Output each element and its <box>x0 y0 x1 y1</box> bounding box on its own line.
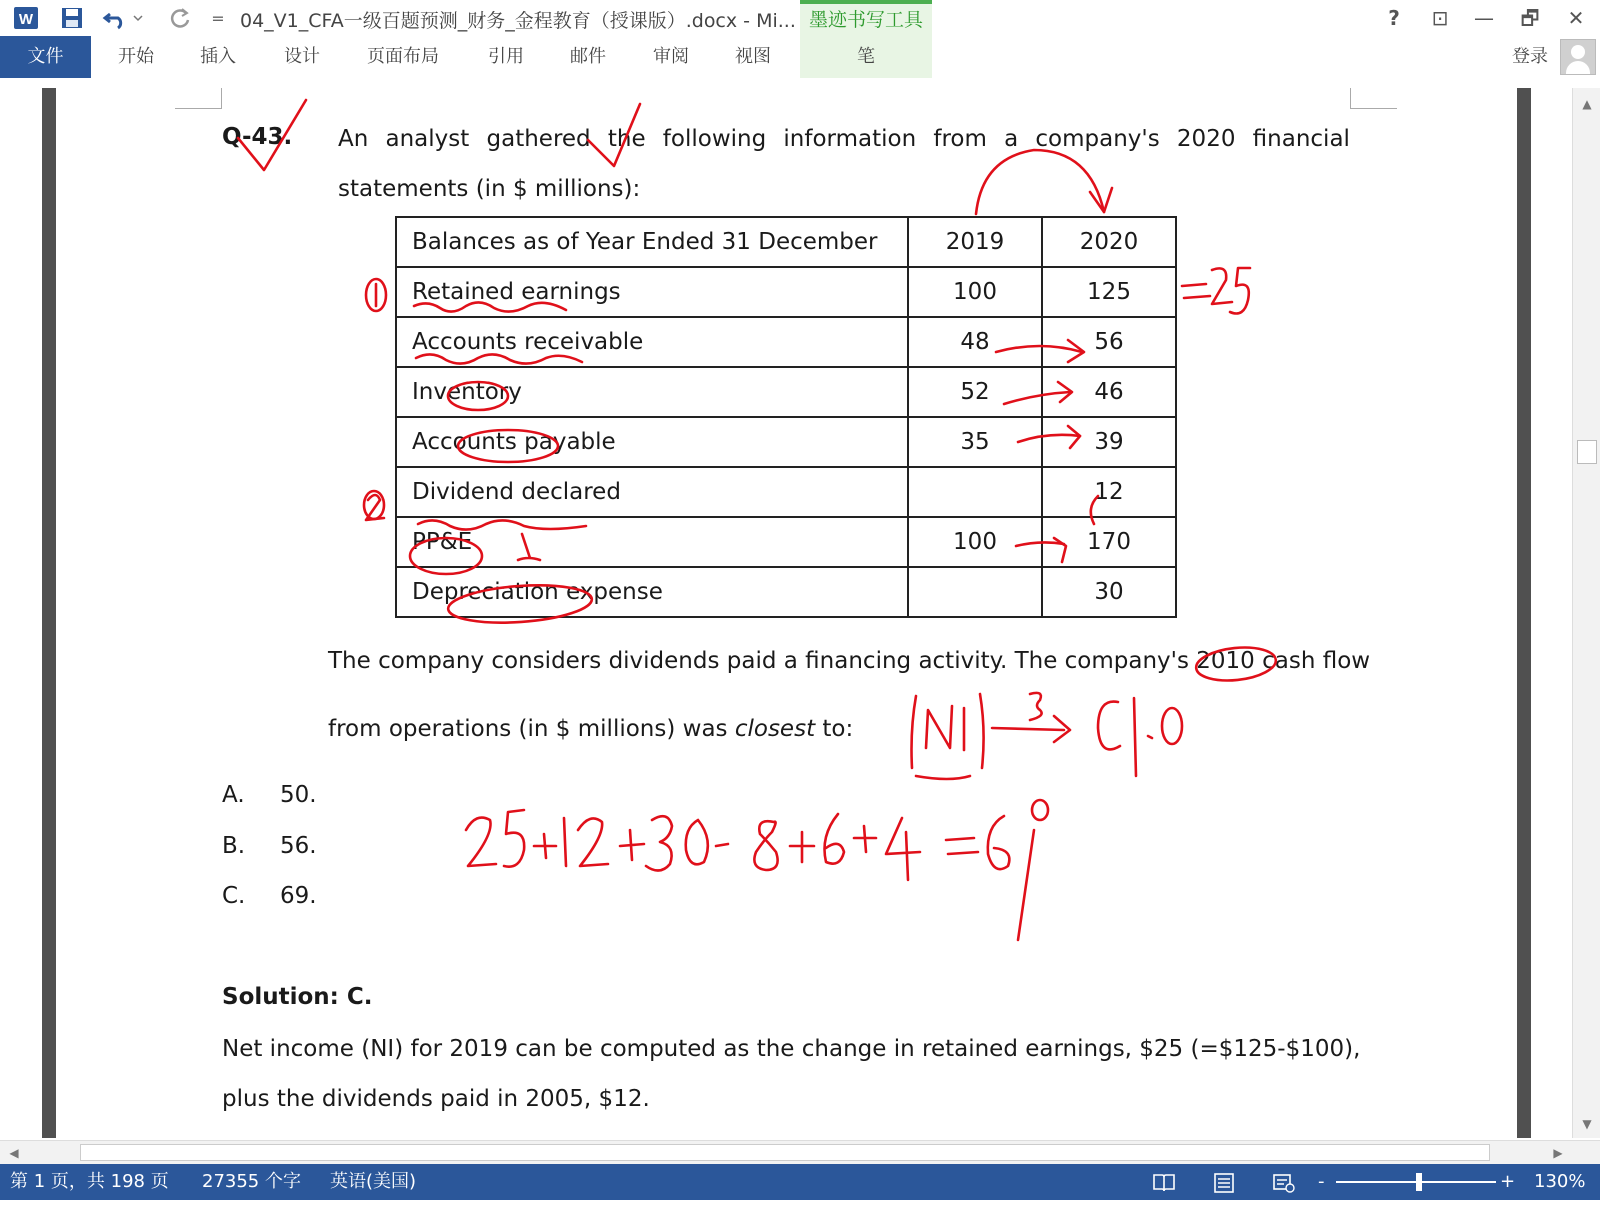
status-bar <box>0 1164 1600 1200</box>
svg-text:W: W <box>18 11 34 28</box>
avatar[interactable] <box>1560 39 1596 75</box>
row-label: Inventory <box>396 367 908 417</box>
para-text: to: <box>815 716 854 742</box>
zoom-level[interactable]: 130% <box>1534 1171 1586 1192</box>
row-value-2019 <box>908 467 1042 517</box>
row-value-2020: 30 <box>1042 567 1176 617</box>
table-row <box>396 267 1176 317</box>
document-title: 04_V1_CFA一级百题预测_财务_金程教育（授课版）.docx - Mi... <box>240 10 796 32</box>
table-header-cell: 2020 <box>1042 217 1176 267</box>
question-word: 2020 <box>1176 126 1236 152</box>
vertical-scroll-thumb[interactable] <box>1577 440 1597 464</box>
scroll-down-icon[interactable]: ▼ <box>1582 1117 1592 1131</box>
table-row <box>396 417 1176 467</box>
row-value-2020: 125 <box>1042 267 1176 317</box>
question-word: company's <box>1035 126 1160 152</box>
option-value: 56. <box>280 833 317 859</box>
question-word: from <box>933 126 987 152</box>
table-row <box>396 317 1176 367</box>
question-paragraph-line-1: The company considers dividends paid a financing activity. The company's 2010 cash flow <box>328 648 1371 674</box>
ribbon-tabs <box>0 36 1600 79</box>
tab-review[interactable]: 审阅 <box>653 46 689 67</box>
row-value-2019 <box>908 567 1042 617</box>
question-word: analyst <box>385 126 470 152</box>
zoom-slider-thumb[interactable] <box>1416 1173 1422 1191</box>
question-word: information <box>783 126 917 152</box>
row-label: Depreciation expense <box>396 567 908 617</box>
question-word: gathered <box>486 126 591 152</box>
vertical-scrollbar[interactable] <box>1572 88 1600 1138</box>
row-value-2019: 35 <box>908 417 1042 467</box>
horizontal-scroll-thumb[interactable] <box>80 1144 1490 1161</box>
solution-line-2: plus the dividends paid in 2005, $12. <box>222 1086 650 1112</box>
question-line-1 <box>338 126 1350 152</box>
row-label: Accounts receivable <box>396 317 908 367</box>
row-label: Retained earnings <box>396 267 908 317</box>
question-word: An <box>338 126 369 152</box>
table-row <box>396 367 1176 417</box>
redo-icon[interactable] <box>164 4 196 32</box>
question-word: financial <box>1252 126 1350 152</box>
tab-insert[interactable]: 插入 <box>200 46 236 67</box>
page-count[interactable]: 第 1 页，共 198 页 <box>10 1171 169 1192</box>
row-value-2019: 48 <box>908 317 1042 367</box>
scroll-right-icon[interactable]: ▶ <box>1553 1146 1563 1160</box>
tab-mailings[interactable]: 邮件 <box>570 46 606 67</box>
customize-quick-access-icon[interactable]: = <box>211 8 225 28</box>
zoom-in-button[interactable]: + <box>1500 1171 1516 1192</box>
solution-line-1: Net income (NI) for 2019 can be computed as the change in retained earnings, $25 (=$125-$100), <box>222 1036 1361 1062</box>
tab-home[interactable]: 开始 <box>118 46 154 67</box>
table-row <box>396 517 1176 567</box>
table-row <box>396 467 1176 517</box>
row-value-2020: 46 <box>1042 367 1176 417</box>
scroll-up-icon[interactable]: ▲ <box>1582 97 1592 111</box>
tab-file[interactable]: 文件 <box>0 36 91 78</box>
minimize-button[interactable]: — <box>1474 6 1494 30</box>
row-value-2019: 52 <box>908 367 1042 417</box>
read-mode-icon[interactable] <box>1152 1171 1178 1193</box>
balance-table <box>395 216 1177 618</box>
para-text: from operations (in $ millions) was <box>328 716 735 742</box>
margin-corner-left <box>175 88 222 109</box>
row-label: PP&E <box>396 517 908 567</box>
table-header-cell: Balances as of Year Ended 31 December <box>396 217 908 267</box>
row-value-2020: 170 <box>1042 517 1176 567</box>
para-emphasis: closest <box>734 716 816 742</box>
row-label: Accounts payable <box>396 417 908 467</box>
login-link[interactable]: 登录 <box>1512 46 1548 67</box>
question-word: a <box>1004 126 1019 152</box>
tab-page-layout[interactable]: 页面布局 <box>367 46 439 67</box>
solution-title: Solution: C. <box>222 984 373 1010</box>
question-word: following <box>662 126 767 152</box>
web-layout-icon[interactable] <box>1272 1171 1298 1193</box>
page-margin-bar-left <box>42 88 56 1138</box>
save-icon[interactable] <box>56 4 88 32</box>
tab-pen[interactable]: 笔 <box>800 36 932 78</box>
print-layout-icon[interactable] <box>1212 1171 1238 1193</box>
question-number: Q-43. <box>222 124 293 150</box>
row-label: Dividend declared <box>396 467 908 517</box>
row-value-2020: 56 <box>1042 317 1176 367</box>
zoom-out-button[interactable]: - <box>1318 1171 1325 1192</box>
title-bar <box>0 0 1600 36</box>
ribbon-display-options-icon[interactable]: ⊡ <box>1431 6 1449 30</box>
table-header-row <box>396 217 1176 267</box>
option-letter: C. <box>222 883 246 909</box>
tab-view[interactable]: 视图 <box>735 46 771 67</box>
question-word: the <box>607 126 646 152</box>
restore-button[interactable]: 🗗 <box>1520 6 1540 30</box>
row-value-2020: 12 <box>1042 467 1176 517</box>
row-value-2020: 39 <box>1042 417 1176 467</box>
table-header-cell: 2019 <box>908 217 1042 267</box>
option-value: 50. <box>280 782 317 808</box>
word-count[interactable]: 27355 个字 <box>202 1171 301 1192</box>
undo-icon[interactable] <box>100 4 148 32</box>
tab-design[interactable]: 设计 <box>284 46 320 67</box>
tab-references[interactable]: 引用 <box>488 46 524 67</box>
option-letter: B. <box>222 833 246 859</box>
option-value: 69. <box>280 883 317 909</box>
question-paragraph-line-2 <box>328 716 853 742</box>
table-row <box>396 567 1176 617</box>
option-letter: A. <box>222 782 245 808</box>
language-indicator[interactable]: 英语(美国) <box>330 1171 417 1192</box>
row-value-2019: 100 <box>908 517 1042 567</box>
horizontal-scrollbar[interactable] <box>0 1140 1600 1165</box>
row-value-2019: 100 <box>908 267 1042 317</box>
help-icon[interactable]: ? <box>1388 6 1400 30</box>
page-margin-bar-right <box>1517 88 1531 1138</box>
margin-corner-right <box>1350 88 1397 109</box>
scroll-left-icon[interactable]: ◀ <box>9 1146 19 1160</box>
close-button[interactable]: ✕ <box>1567 6 1585 30</box>
ink-tools-header: 墨迹书写工具 <box>800 0 932 36</box>
question-line-2: statements (in $ millions): <box>338 176 641 202</box>
word-logo-icon[interactable] <box>10 4 42 32</box>
